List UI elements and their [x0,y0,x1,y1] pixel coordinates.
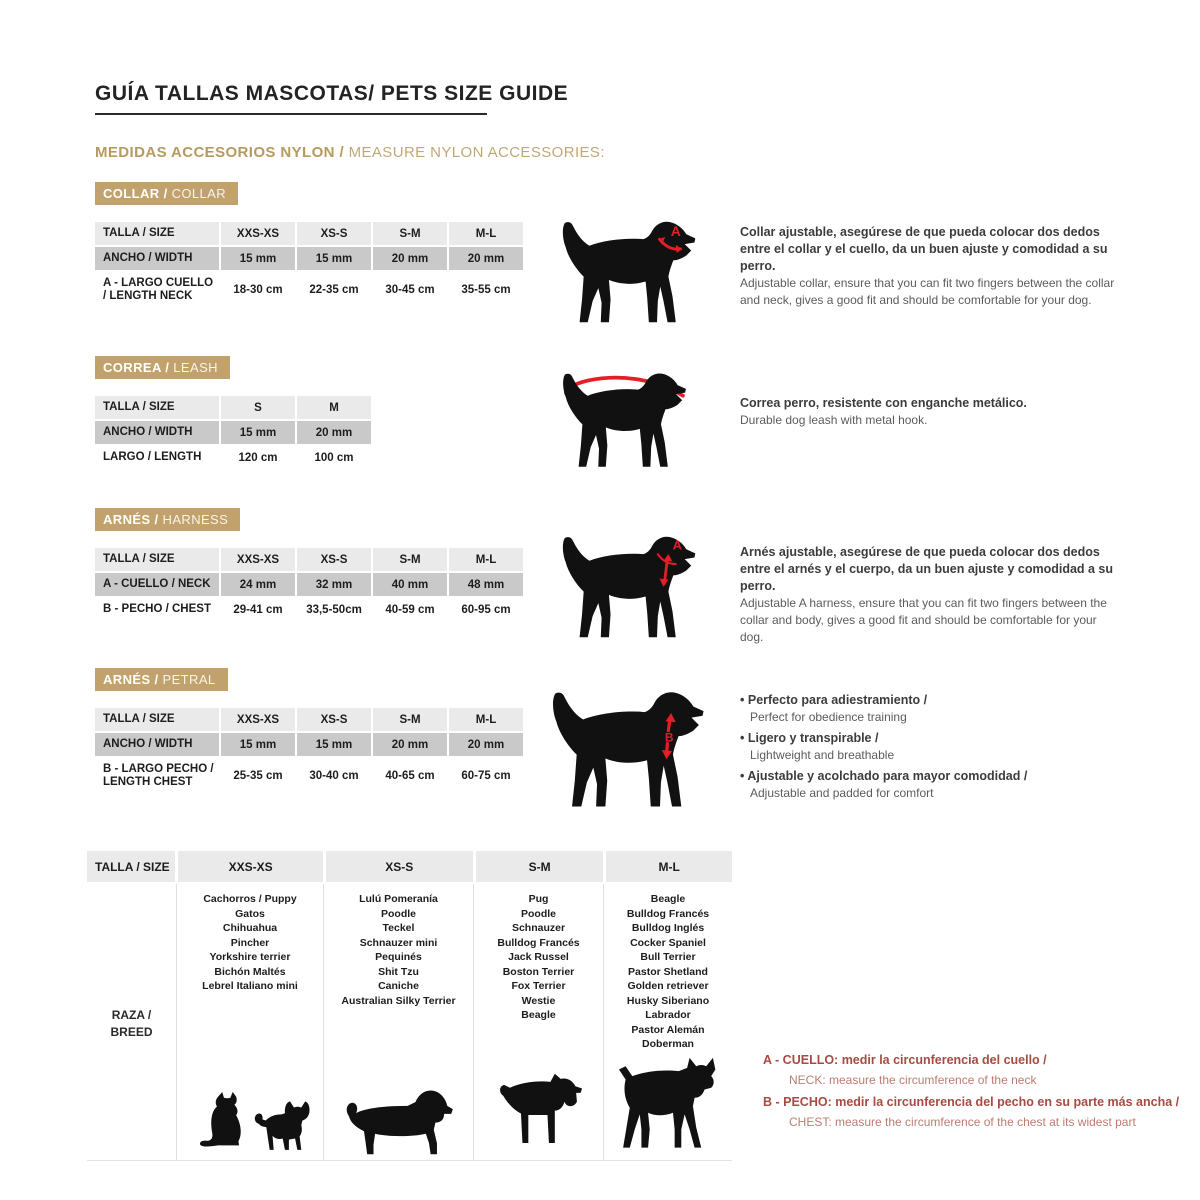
breed-item: Pastor Alemán [631,1023,705,1036]
size-value-cell: XS-S [297,548,371,571]
page-title [95,82,569,115]
leash-section-badge: CORREA / LEASH [95,356,230,379]
breed-item: Bulldog Francés [626,907,710,920]
collar-size-table [93,220,525,310]
size-value-cell: 100 cm [297,446,371,469]
harness-section-badge: ARNÉS / HARNESS [95,508,240,531]
breed-item: Bulldog Inglés [631,922,705,934]
size-value-cell: S-M [373,708,447,731]
row-label-cell: LARGO / LENGTH [95,446,219,469]
breed-header-cell: M-L [606,851,732,882]
size-value-cell: 15 mm [297,247,371,270]
size-value-cell: XXS-XS [221,708,295,731]
size-value-cell: S-M [373,222,447,245]
breed-item: Doberman [642,1038,694,1050]
breed-header-cell: TALLA / SIZE [87,851,175,882]
breed-item: Chihuahua [222,922,278,934]
chihuahua-icon [250,1098,312,1156]
breed-item: Cachorros / Puppy [203,893,297,905]
size-value-cell: XS-S [297,708,371,731]
size-value-cell: 40-59 cm [373,598,447,621]
size-value-cell: M-L [449,222,523,245]
size-value-cell: 60-75 cm [449,758,523,794]
feature-en: Adjustable and padded for comfort [750,786,934,800]
table-row [95,598,523,621]
table-row [95,272,523,308]
breed-item: Poodle [380,907,416,920]
leash-dog-illustration [540,370,720,472]
table-row [95,758,523,794]
breed-item: Pastor Shetland [628,965,708,978]
breed-item: Pequinés [375,951,422,963]
size-value-cell: 20 mm [373,733,447,756]
breed-item: Schnauzer [511,922,566,934]
breed-item: Gatos [235,907,265,920]
silhouettes-m-l [614,1052,722,1156]
breed-list [202,892,298,994]
feature-es: • Perfecto para adiestramiento / [740,693,928,707]
breed-column-xxs-xs [177,884,324,1160]
row-label-cell: A - LARGO CUELLO / LENGTH NECK [95,272,219,308]
harness-size-table [93,546,525,623]
breed-item: Cocker Spaniel [630,936,706,949]
size-value-cell: 24 mm [221,573,295,596]
row-label-cell: TALLA / SIZE [95,222,219,245]
size-value-cell: XXS-XS [221,222,295,245]
breed-item: Beagle [521,1009,556,1021]
breed-item: Husky Siberiano [626,994,710,1007]
size-value-cell: 20 mm [449,733,523,756]
size-value-cell: 20 mm [373,247,447,270]
harness-dog-illustration [545,533,725,643]
size-value-cell: 20 mm [449,247,523,270]
breed-item: Pincher [230,936,270,949]
size-value-cell: XXS-XS [221,548,295,571]
breed-item: Pug [528,893,549,905]
breed-item: Teckel [382,922,415,934]
dog-silhouette [553,692,704,806]
table-row [95,222,523,245]
dachshund-icon [341,1086,456,1156]
breed-item: Schnauzer mini [359,936,438,949]
note-b-en: CHEST: measure the circumference of the chest at its widest part [789,1115,1136,1129]
size-value-cell: 48 mm [449,573,523,596]
size-value-cell: 25-35 cm [221,758,295,794]
petral-dog-illustration [540,688,730,813]
harness-description [740,544,1118,646]
breed-header-cell: S-M [476,851,604,882]
size-value-cell: 30-40 cm [297,758,371,794]
size-value-cell: 22-35 cm [297,272,371,308]
breed-list [341,892,455,1008]
breed-item: Yorkshire terrier [209,951,291,963]
silhouettes-xs-s [341,1086,456,1156]
breed-item: Australian Silky Terrier [341,994,456,1007]
size-value-cell: M-L [449,548,523,571]
size-value-cell: S-M [373,548,447,571]
row-label-cell: ANCHO / WIDTH [95,421,219,444]
table-row [95,548,523,571]
breed-item: Lulú Pomeranía [359,893,438,905]
size-value-cell: 15 mm [221,247,295,270]
page-title-en: PETS SIZE GUIDE [374,82,569,105]
row-label-cell: A - CUELLO / NECK [95,573,219,596]
page-subtitle [95,144,605,161]
size-value-cell: XS-S [297,222,371,245]
row-label-cell: TALLA / SIZE [95,548,219,571]
table-row [95,733,523,756]
feature-en: Lightweight and breathable [750,748,895,762]
breed-list [627,892,709,1052]
table-row [95,421,371,444]
row-label-cell: TALLA / SIZE [95,396,219,419]
table-row [95,573,523,596]
breed-column-m-l [604,884,732,1160]
breed-item: Bull Terrier [640,951,696,963]
page-subtitle-en: MEASURE NYLON ACCESSORIES: [344,144,605,161]
harness-description-es: Arnés ajustable, asegúrese de que pueda colocar dos dedos entre el arnés y el cuerpo, da un buen ajuste y comodidad a su perro. [740,545,1114,593]
breed-item: Poodle [520,907,556,920]
collar-description [740,224,1118,309]
leash-description-es: Correa perro, resistente con enganche metálico. [740,396,1027,410]
breed-item: Caniche [378,980,419,992]
breed-item: Labrador [645,1009,691,1021]
cat-icon [188,1086,246,1156]
row-label-cell: B - LARGO PECHO / LENGTH CHEST [95,758,219,794]
breed-list [497,892,579,1023]
collar-section-badge: COLLAR / COLLAR [95,182,238,205]
breed-item: Jack Russel [508,951,569,963]
size-value-cell: 32 mm [297,573,371,596]
size-value-cell: 40 mm [373,573,447,596]
size-value-cell: M [297,396,371,419]
note-a-en: NECK: measure the circumference of the neck [789,1073,1037,1087]
breed-item: Beagle [650,893,686,905]
breed-header-cell: XXS-XS [178,851,322,882]
measure-marker-b-label: B [664,730,674,745]
breed-column-s-m [474,884,604,1160]
size-value-cell: 29-41 cm [221,598,295,621]
row-label-cell: TALLA / SIZE [95,708,219,731]
collar-description-es: Collar ajustable, asegúrese de que pueda colocar dos dedos entre el collar y el cuello, da un buen ajuste y comodidad a su perro. [740,225,1108,273]
breed-table [87,851,732,1161]
measure-marker-a-label: A [672,537,683,553]
breed-column-xs-s [324,884,474,1160]
row-label: RAZA / BREED [110,1007,153,1039]
row-label-cell: ANCHO / WIDTH [95,733,219,756]
collar-description-en: Adjustable collar, ensure that you can fit two fingers between the collar and neck, gives a good fit and should be comfortable for your dog. [740,276,1115,307]
breed-item: Shit Tzu [378,965,419,978]
measurement-notes [763,1047,1183,1131]
breed-table-header [87,851,732,882]
feature-en: Perfect for obedience training [750,710,907,724]
leash-size-table [93,394,373,471]
breed-item: Bulldog Francés [497,936,580,949]
size-value-cell: M-L [449,708,523,731]
breed-item: Boston Terrier [502,965,575,978]
breed-item: Bichón Maltés [214,965,286,978]
petral-size-table [93,706,525,796]
table-row [95,446,371,469]
table-row [95,247,523,270]
table-row [95,396,371,419]
size-value-cell: 40-65 cm [373,758,447,794]
harness-description-en: Adjustable A harness, ensure that you can fit two fingers between the collar and body, gives a good fit and should be comfortable for your dog. [740,596,1107,644]
breed-item: Golden retriever [627,980,709,992]
size-value-cell: 60-95 cm [449,598,523,621]
breed-row-label-cell [87,884,177,1160]
size-value-cell: S [221,396,295,419]
size-value-cell: 18-30 cm [221,272,295,308]
breed-item: Westie [521,994,556,1007]
size-value-cell: 15 mm [297,733,371,756]
note-b-es: B - PECHO: medir la circunferencia del pecho en su parte más ancha / [763,1095,1180,1109]
row-label-cell: ANCHO / WIDTH [95,247,219,270]
row-label-cell: B - PECHO / CHEST [95,598,219,621]
leash-description-en: Durable dog leash with metal hook. [740,413,928,427]
petral-section-badge: ARNÉS / PETRAL [95,668,228,691]
size-value-cell: 120 cm [221,446,295,469]
leash-description [740,395,1118,429]
breed-item: Fox Terrier [511,980,566,992]
feature-es: • Ligero y transpirable / [740,731,879,745]
page-subtitle-es: MEDIDAS ACCESORIOS NYLON / [95,144,345,161]
measure-marker-a-label: A [670,222,681,239]
breed-item: Lebrel Italiano mini [202,980,298,992]
silhouettes-s-m [493,1060,585,1156]
size-value-cell: 15 mm [221,421,295,444]
size-value-cell: 15 mm [221,733,295,756]
size-value-cell: 30-45 cm [373,272,447,308]
size-value-cell: 20 mm [297,421,371,444]
collar-dog-illustration [545,218,725,328]
doberman-icon [614,1052,722,1156]
feature-es: • Ajustable y acolchado para mayor comodidad / [740,769,1028,783]
table-row [95,708,523,731]
note-a-es: A - CUELLO: medir la circunferencia del cuello / [763,1053,1047,1067]
dog-silhouette [563,373,686,466]
size-value-cell: 33,5-50cm [297,598,371,621]
size-value-cell: 35-55 cm [449,272,523,308]
breed-header-cell: XS-S [326,851,473,882]
schnauzer-icon [493,1060,585,1156]
petral-feature-list [740,692,1118,806]
silhouettes-xxs-xs [188,1086,312,1156]
breed-table-body [87,884,732,1161]
page-title-es: GUÍA TALLAS MASCOTAS/ [95,82,375,105]
